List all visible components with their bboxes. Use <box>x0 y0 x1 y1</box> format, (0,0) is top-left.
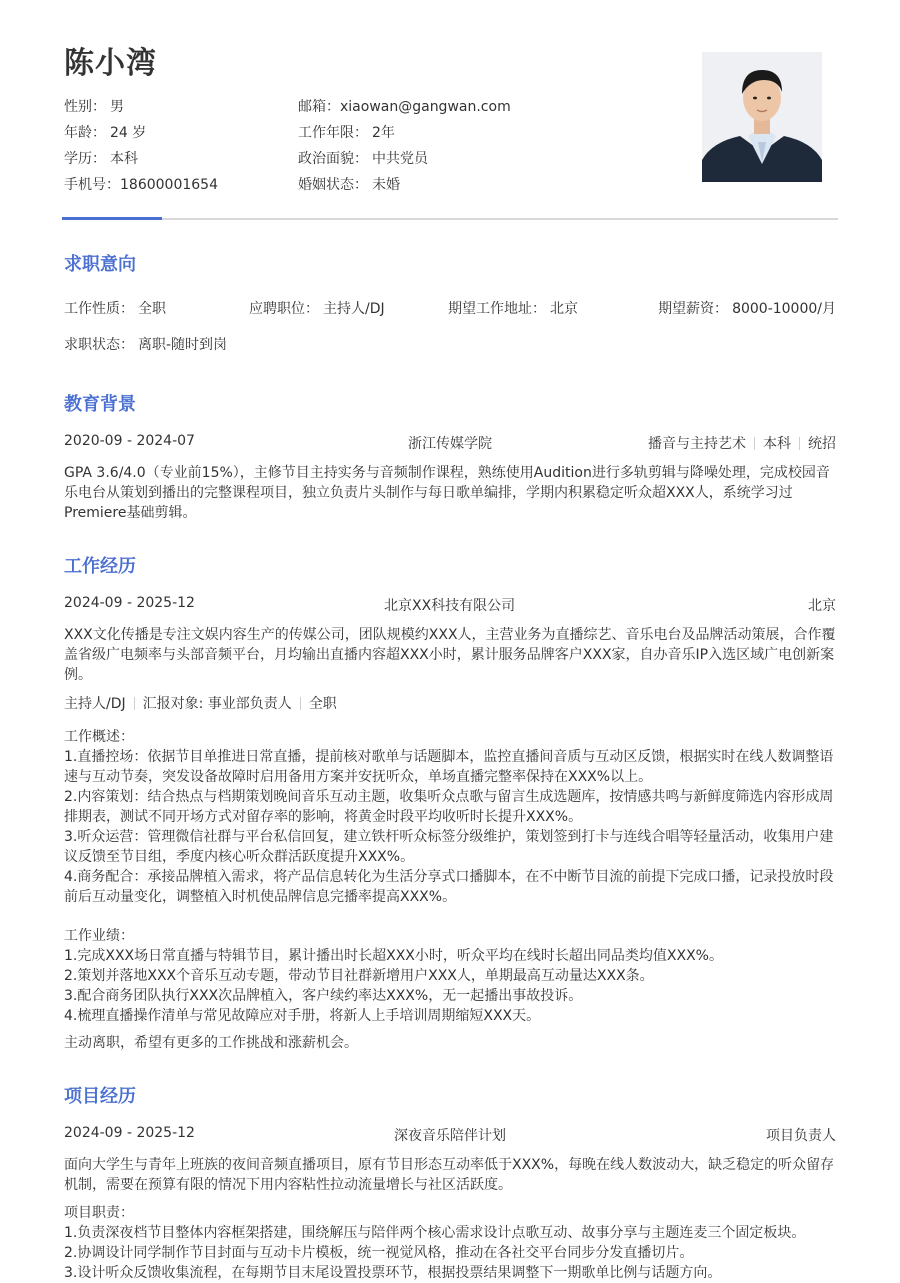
leave-reason: 主动离职，希望有更多的工作挑战和涨薪机会。 <box>64 1035 358 1051</box>
work-role-row <box>64 693 836 713</box>
work-role: 主持人/DJ <box>64 696 126 712</box>
project-name: 深夜音乐陪伴计划 <box>394 1128 506 1144</box>
email-label: 邮箱： <box>298 99 340 115</box>
section-title-project: 项目经历 <box>64 1086 136 1107</box>
duty-item: 3.设计听众反馈收集流程，在每期节目末尾设置投票环节，根据投票结果调整下一期歌单比例与话题方向。 <box>64 1265 722 1281</box>
politics-label: 政治面貌： <box>298 151 368 167</box>
job-status-label: 求职状态： <box>64 337 134 353</box>
years-row <box>298 122 395 142</box>
age-row <box>64 122 146 142</box>
section-title-education: 教育背景 <box>64 394 136 415</box>
job-type-label: 工作性质： <box>64 301 134 317</box>
education-period: 2020-09 - 2024-07 <box>64 433 195 449</box>
candidate-name: 陈小湾 <box>64 46 157 81</box>
work-overview-title: 工作概述： <box>64 729 134 745</box>
job-type <box>64 298 166 318</box>
job-salary-value: 8000-10000/月 <box>732 301 836 317</box>
education-school: 浙江传媒学院 <box>408 436 492 452</box>
years-label: 工作年限： <box>298 125 368 141</box>
project-period: 2024-09 - 2025-12 <box>64 1125 195 1141</box>
achievement-item: 3.配合商务团队执行XXX次品牌植入，客户续约率达XXX%，无一起播出事故投诉。 <box>64 988 583 1004</box>
email-row <box>298 96 511 116</box>
work-period: 2024-09 - 2025-12 <box>64 595 195 611</box>
marital-value: 未婚 <box>372 177 400 193</box>
work-company: 北京XX科技有限公司 <box>384 598 516 614</box>
age-label: 年龄： <box>64 125 106 141</box>
work-city: 北京 <box>808 598 836 614</box>
phone-label: 手机号： <box>64 177 120 193</box>
job-location <box>448 298 578 318</box>
phone-value: 18600001654 <box>120 177 218 193</box>
education-description: GPA 3.6/4.0（专业前15%），主修节目主持实务与音频制作课程，熟练使用Audition进行多轨剪辑与降噪处理，完成校园音乐电台从策划到播出的完整课程项目，独立负责片头制作与每日歌单编排，学期内积累稳定听众超XXX人，系统学习过Premiere基础剪辑。 <box>64 465 830 521</box>
project-role: 项目负责人 <box>766 1128 836 1144</box>
years-value: 2年 <box>372 125 395 141</box>
gender-value: 男 <box>110 99 124 115</box>
job-position-label: 应聘职位： <box>249 301 319 317</box>
politics-value: 中共党员 <box>372 151 428 167</box>
work-achievements <box>64 926 836 1026</box>
job-salary <box>658 298 836 318</box>
overview-item: 3.听众运营：管理微信社群与平台私信回复，建立铁杆听众标签分级维护，策划签到打卡与连线合唱等轻量活动，收集用户建议反馈至节目组，季度内核心听众群活跃度提升XXX%。 <box>64 829 834 865</box>
project-duties <box>64 1203 836 1283</box>
overview-item: 1.直播控场：依据节目单推进日常直播，提前核对歌单与话题脚本，监控直播间音质与互动区反馈，根据实时在线人数调整语速与互动节奏，突发设备故障时启用备用方案并安抚听众，单场直播完整率保持在XXX%以上。 <box>64 749 834 785</box>
job-location-label: 期望工作地址： <box>448 301 546 317</box>
work-achievements-title: 工作业绩： <box>64 928 134 944</box>
header-divider-accent <box>62 217 162 220</box>
work-header <box>64 595 836 615</box>
job-salary-label: 期望薪资： <box>658 301 729 317</box>
job-type-value: 全职 <box>138 301 166 317</box>
overview-item: 2.内容策划：结合热点与档期策划晚间音乐互动主题，收集听众点歌与留言生成选题库，按情感共鸣与新鲜度筛选内容形成周排期表，测试不同开场方式对留存率的影响，将黄金时段平均收听时长提升XXX%。 <box>64 789 834 825</box>
work-mode: 全职 <box>308 696 337 712</box>
section-title-work: 工作经历 <box>64 556 136 577</box>
politics-row <box>298 148 428 168</box>
phone-row <box>64 174 218 194</box>
person-portrait-icon <box>702 52 822 182</box>
marital-label: 婚姻状态： <box>298 177 368 193</box>
email-value[interactable]: xiaowan@gangwan.com <box>340 99 511 115</box>
achievement-item: 4.梳理直播操作清单与常见故障应对手册，将新人上手培训周期缩短XXX天。 <box>64 1008 541 1024</box>
job-position <box>249 298 385 318</box>
gender-label: 性别： <box>64 99 106 115</box>
section-title-intent: 求职意向 <box>64 254 136 275</box>
divider <box>799 437 800 450</box>
work-report: 汇报对象: 事业部负责人 <box>142 696 292 712</box>
job-status-value: 离职-随时到岗 <box>138 337 228 353</box>
header-divider <box>62 218 838 220</box>
work-overview <box>64 727 836 907</box>
project-header <box>64 1125 836 1145</box>
education-meta <box>648 433 836 453</box>
education-major: 播音与主持艺术 <box>648 436 746 452</box>
profile-photo <box>702 52 822 182</box>
company-description: XXX文化传播是专注文娱内容生产的传媒公司，团队规模约XXX人，主营业务为直播综艺、音乐电台及品牌活动策展，合作覆盖省级广电频率与头部音频平台，月均输出直播内容超XXX小时，累计服务品牌客户XXX家，自办音乐IP入选区域广电创新案例。 <box>64 627 836 683</box>
education-header <box>64 433 836 453</box>
divider <box>754 437 755 450</box>
overview-item: 4.商务配合：承接品牌植入需求，将产品信息转化为生活分享式口播脚本，在不中断节目流的前提下完成口播，记录投放时段前后互动量变化，调整植入时机使品牌信息完播率提高XXX%。 <box>64 869 834 905</box>
duty-item: 1.负责深夜档节目整体内容框架搭建，围绕解压与陪伴两个核心需求设计点歌互动、故事分享与主题连麦三个固定板块。 <box>64 1225 806 1241</box>
duty-item: 2.协调设计同学制作节目封面与互动卡片模板，统一视觉风格，推动在各社交平台同步分发直播切片。 <box>64 1245 694 1261</box>
job-position-value: 主持人/DJ <box>323 301 385 317</box>
education-mode: 统招 <box>808 436 836 452</box>
achievement-item: 1.完成XXX场日常直播与特辑节目，累计播出时长超XXX小时，听众平均在线时长超出同品类均值XXX%。 <box>64 948 723 964</box>
education-value: 本科 <box>110 151 138 167</box>
project-duties-title: 项目职责： <box>64 1205 134 1221</box>
job-status <box>64 334 836 354</box>
education-label: 学历： <box>64 151 106 167</box>
achievement-item: 2.策划并落地XXX个音乐互动专题，带动节目社群新增用户XXX人，单期最高互动量达XXX条。 <box>64 968 654 984</box>
gender-row <box>64 96 124 116</box>
job-location-value: 北京 <box>550 301 578 317</box>
divider <box>300 697 301 710</box>
marital-row <box>298 174 400 194</box>
education-degree: 本科 <box>763 436 791 452</box>
education-row <box>64 148 138 168</box>
divider <box>134 697 135 710</box>
age-value: 24 岁 <box>110 125 147 141</box>
project-description: 面向大学生与青年上班族的夜间音频直播项目，原有节目形态互动率低于XXX%，每晚在线人数波动大，缺乏稳定的听众留存机制，需要在预算有限的情况下用内容粘性拉动流量增长与社区活跃度。 <box>64 1157 835 1193</box>
